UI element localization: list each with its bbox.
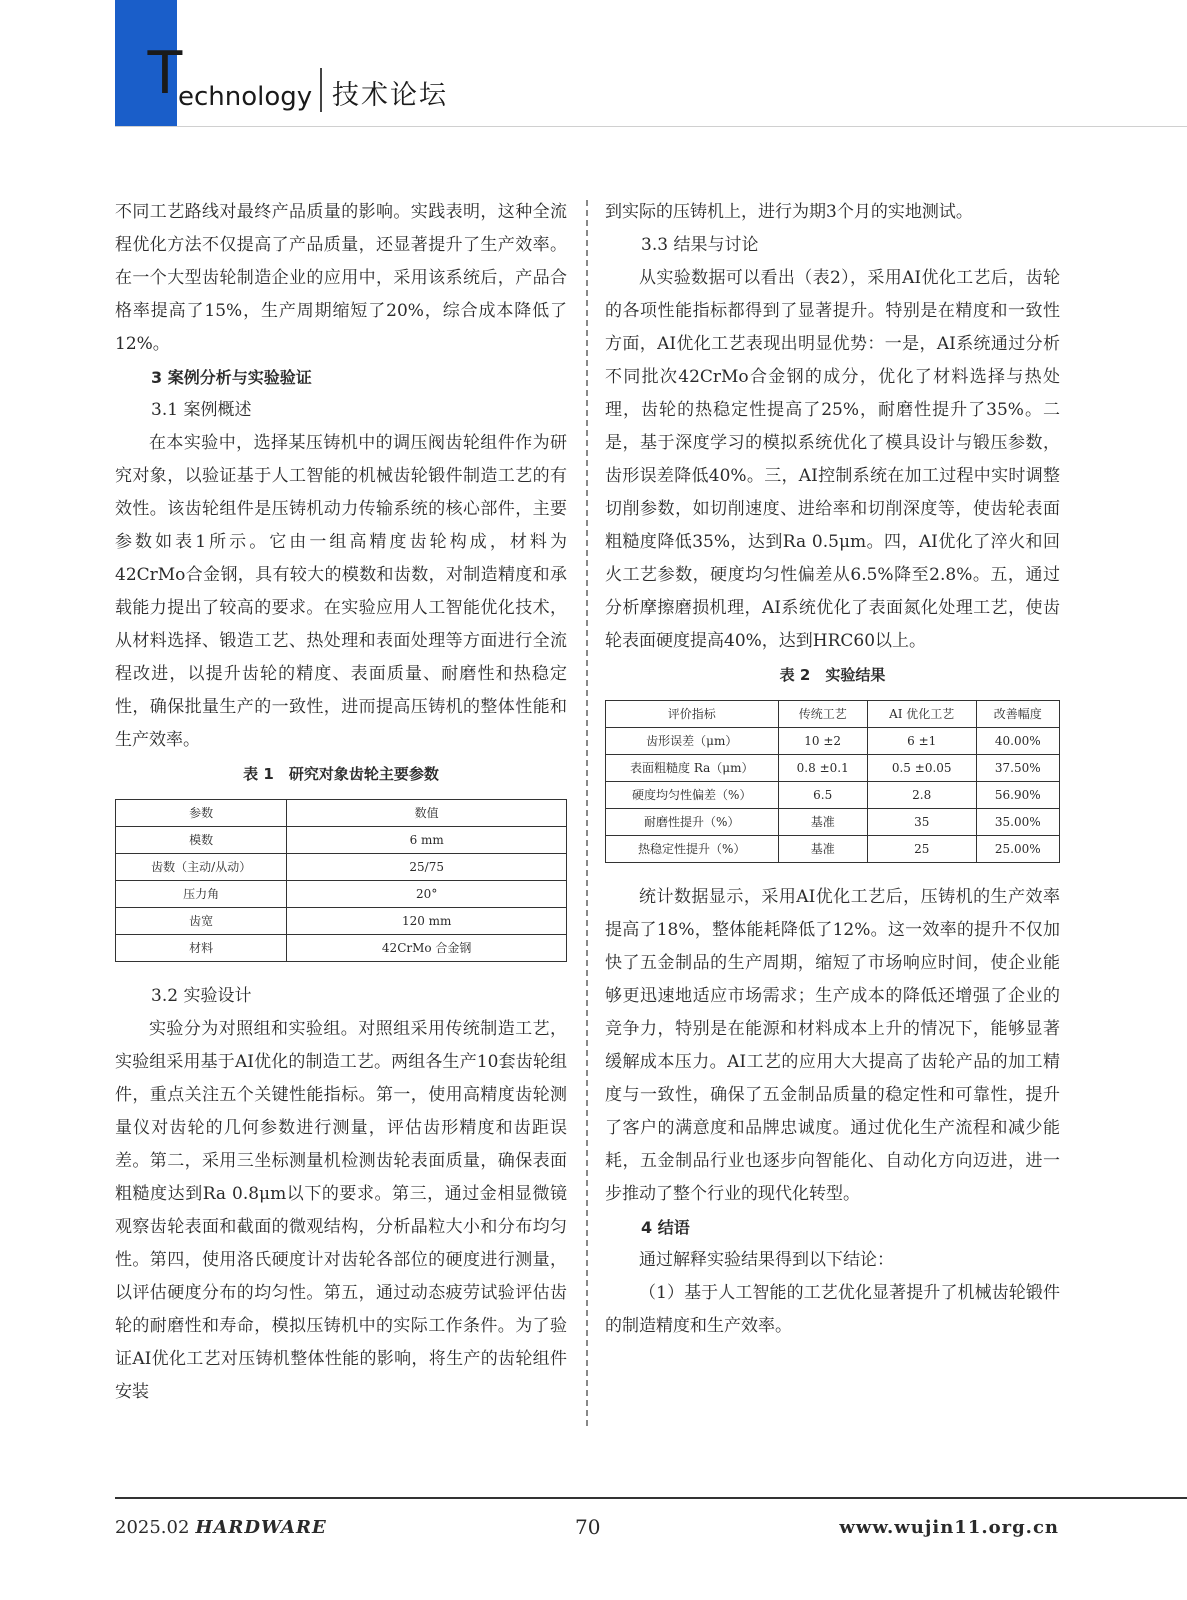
left-paragraph-1: 不同工艺路线对最终产品质量的影响。实践表明，这种全流程优化方法不仅提高了产品质量，还显著提升了生产效率。在一个大型齿轮制造企业的应用中，采用该系统后，产品合格率提高了15%，生产周期缩短了20%，综合成本降低了12%。 <box>115 202 567 354</box>
heading-3-3: 3.3 结果与讨论 <box>641 235 759 255</box>
table1-cell: 模数 <box>116 827 287 854</box>
table2-cell: 25.00% <box>976 836 1059 863</box>
table-row <box>606 782 1060 809</box>
header-initial: T <box>146 38 184 107</box>
table-row <box>116 827 567 854</box>
right-paragraph-3: 统计数据显示，采用AI优化工艺后，压铸机的生产效率提高了18%，整体能耗降低了12%。这一效率的提升不仅加快了五金制品的生产周期，缩短了市场响应时间，使企业能够更迅速地适应市场需求；生产成本的降低还增强了企业的竞争力，特别是在能源和材料成本上升的情况下，能够显著缓解成本压力。AI工艺的应用大大提高了齿轮产品的加工精度与一致性，确保了五金制品质量的稳定性和可靠性，提升了客户的满意度和品牌忠诚度。通过优化生产流程和减少能耗，五金制品行业也逐步向智能化、自动化方向迈进，进一步推动了整个行业的现代化转型。 <box>605 887 1060 1204</box>
table1-cell: 齿宽 <box>116 908 287 935</box>
table2-header-row <box>606 701 1060 728</box>
table1 <box>115 799 567 962</box>
left-paragraph-2: 在本实验中，选择某压铸机中的调压阀齿轮组件作为研究对象，以验证基于人工智能的机械齿轮锻件制造工艺的有效性。该齿轮组件是压铸机动力传输系统的核心部件，主要参数如表1所示。它由一组高精度齿轮构成，材料为42CrMo合金钢，具有较大的模数和齿数，对制造精度和承载能力提出了较高的要求。在实验应用人工智能优化技术，从材料选择、锻造工艺、热处理和表面处理等方面进行全流程改进，以提升齿轮的精度、表面质量、耐磨性和热稳定性，确保批量生产的一致性，进而提高压铸机的整体性能和生产效率。 <box>115 433 567 750</box>
table2-header-cell: AI 优化工艺 <box>867 701 976 728</box>
table1-header-cell: 参数 <box>116 800 287 827</box>
table2-cell: 耐磨性提升（%） <box>606 809 779 836</box>
table2-cell: 热稳定性提升（%） <box>606 836 779 863</box>
table2-header-cell: 改善幅度 <box>976 701 1059 728</box>
table1-cell: 42CrMo 合金钢 <box>287 935 567 962</box>
table2-cell: 35 <box>867 809 976 836</box>
table2-cell: 表面粗糙度 Ra（μm） <box>606 755 779 782</box>
table-row <box>116 908 567 935</box>
table1-cell: 120 mm <box>287 908 567 935</box>
table2-header-cell: 传统工艺 <box>778 701 867 728</box>
table1-header-row <box>116 800 567 827</box>
table2-cell: 0.8 ±0.1 <box>778 755 867 782</box>
table-row <box>116 854 567 881</box>
table2-cell: 37.50% <box>976 755 1059 782</box>
table-row <box>606 728 1060 755</box>
left-column <box>115 196 567 1409</box>
right-paragraph-2: 从实验数据可以看出（表2），采用AI优化工艺后，齿轮的各项性能指标都得到了显著提升。特别是在精度和一致性方面，AI优化工艺表现出明显优势：一是，AI系统通过分析不同批次42CrMo合金钢的成分，优化了材料选择与热处理，齿轮的热稳定性提高了25%，耐磨性提升了35%。二是，基于深度学习的模拟系统优化了模具设计与锻压参数，齿形误差降低40%。三，AI控制系统在加工过程中实时调整切削参数，如切削速度、进给率和切削深度等，使齿轮表面粗糙度降低35%，达到Ra 0.5μm。四，AI优化了淬火和回火工艺参数，硬度均匀性偏差从6.5%降至2.8%。五，通过分析摩擦磨损机理，AI系统优化了表面氮化处理工艺，使齿轮表面硬度提高40%，达到HRC60以上。 <box>605 268 1060 651</box>
table1-cell: 25/75 <box>287 854 567 881</box>
heading-3-1: 3.1 案例概述 <box>151 400 252 420</box>
table2-cell: 基准 <box>778 836 867 863</box>
section-title: 技术论坛 <box>332 80 448 111</box>
table-row <box>116 881 567 908</box>
right-paragraph-1: 到实际的压铸机上，进行为期3个月的实地测试。 <box>605 202 973 222</box>
header-separator <box>320 68 322 112</box>
table1-header-cell: 数值 <box>287 800 567 827</box>
table2-cell: 硬度均匀性偏差（%） <box>606 782 779 809</box>
page-number: 70 <box>575 1515 601 1539</box>
table-row <box>606 836 1060 863</box>
table2-cell: 齿形误差（μm） <box>606 728 779 755</box>
table2-cell: 40.00% <box>976 728 1059 755</box>
table1-cell: 齿数（主动/从动） <box>116 854 287 881</box>
footer-issue <box>115 1517 327 1538</box>
heading-section-4: 4 结语 <box>641 1218 690 1237</box>
column-divider <box>586 200 588 1426</box>
left-paragraph-3: 实验分为对照组和实验组。对照组采用传统制造工艺，实验组采用基于AI优化的制造工艺。两组各生产10套齿轮组件，重点关注五个关键性能指标。第一，使用高精度齿轮测量仪对齿轮的几何参数进行测量，评估齿形精度和齿距误差。第二，采用三坐标测量机检测齿轮表面质量，确保表面粗糙度达到Ra 0.8μm以下的要求。第三，通过金相显微镜观察齿轮表面和截面的微观结构，分析晶粒大小和分布均匀性。第四，使用洛氏硬度计对齿轮各部位的硬度进行测量，以评估硬度分布的均匀性。第五，通过动态疲劳试验评估齿轮的耐磨性和寿命，模拟压铸机中的实际工作条件。为了验证AI优化工艺对压铸机整体性能的影响，将生产的齿轮组件安装 <box>115 1019 567 1402</box>
table2-caption: 表 2 实验结果 <box>779 666 886 684</box>
issue-date: 2025.02 <box>115 1517 190 1538</box>
table-row <box>606 809 1060 836</box>
table2-cell: 35.00% <box>976 809 1059 836</box>
right-paragraph-4: 通过解释实验结果得到以下结论： <box>639 1250 894 1270</box>
table-row <box>606 755 1060 782</box>
table1-cell: 20° <box>287 881 567 908</box>
table2-cell: 6.5 <box>778 782 867 809</box>
journal-brand: HARDWARE <box>195 1517 327 1538</box>
heading-3-2: 3.2 实验设计 <box>151 986 252 1006</box>
right-paragraph-5: （1）基于人工智能的工艺优化显著提升了机械齿轮锻件的制造精度和生产效率。 <box>605 1283 1060 1336</box>
table2-cell: 25 <box>867 836 976 863</box>
footer-rule <box>115 1497 1187 1499</box>
table2-cell: 6 ±1 <box>867 728 976 755</box>
table2-cell: 10 ±2 <box>778 728 867 755</box>
table1-cell: 6 mm <box>287 827 567 854</box>
journal-url: www.wujin11.org.cn <box>839 1517 1059 1538</box>
table-row <box>116 935 567 962</box>
table1-caption: 表 1 研究对象齿轮主要参数 <box>243 765 439 783</box>
header-word: echnology <box>178 82 313 112</box>
table2-header-cell: 评价指标 <box>606 701 779 728</box>
table2-cell: 2.8 <box>867 782 976 809</box>
table1-cell: 压力角 <box>116 881 287 908</box>
table2 <box>605 700 1060 863</box>
table2-cell: 0.5 ±0.05 <box>867 755 976 782</box>
table2-cell: 56.90% <box>976 782 1059 809</box>
table1-cell: 材料 <box>116 935 287 962</box>
table2-cell: 基准 <box>778 809 867 836</box>
right-column <box>605 196 1060 1343</box>
header-rule <box>115 126 1187 127</box>
heading-section-3: 3 案例分析与实验验证 <box>151 368 312 387</box>
